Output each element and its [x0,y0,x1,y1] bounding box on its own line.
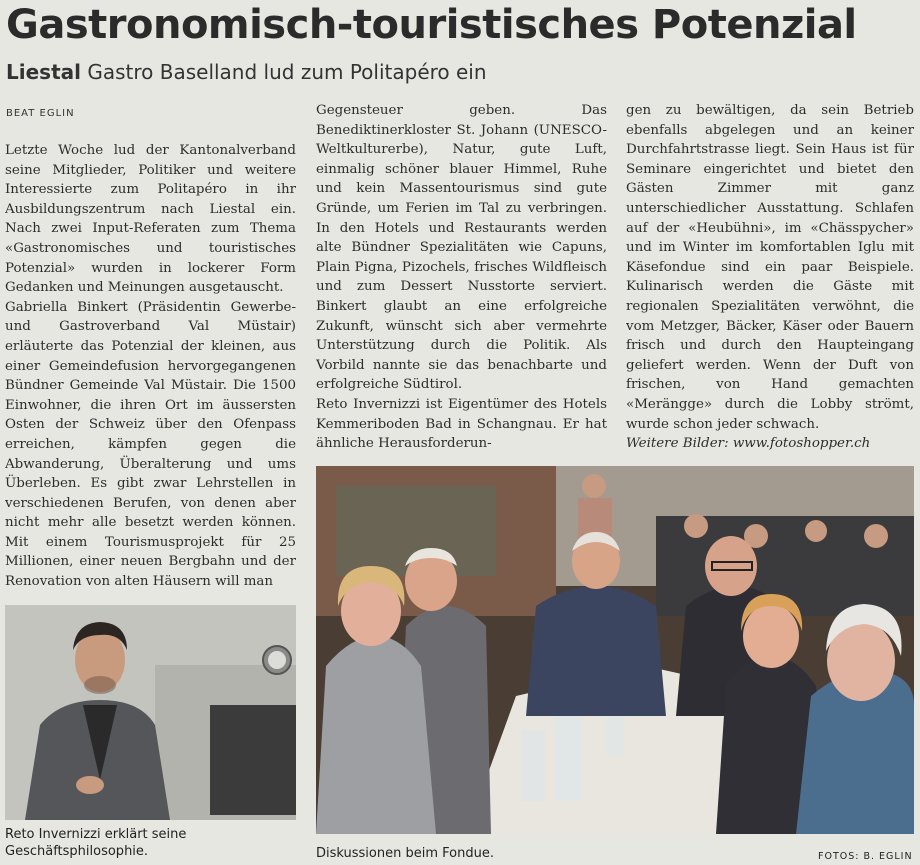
subheadline [6,60,906,84]
fondue-photo-illustration [316,466,914,834]
paragraph: gen zu bewältigen, da sein Betrieb ebenfalls abgelegen und an keiner Durchfahrtstrasse liegt. Sein Haus ist für Seminare eingerichtet und bietet den Gästen Zimmer mit ganz unterschiedlicher Ausstattung. Schlafen auf der «Heubühni», im «Chässpycher» und im Winter im komfortablen Iglu mit Käsefondue sind ein paar Beispiele. Kulinarisch werden die Gäste mit regionalen Spezialitäten verwöhnt, die vom Metzger, Bäcker, Käser oder Bauern frisch und durch den Haupteingang geliefert werden. Wenn der Duft von frischen, von Hand gemachten «Merängge» durch die Lobby strömt, wurde schon jeder schwach. [626,103,914,432]
kicker: Liestal [6,60,81,84]
article-column-2 [316,101,607,453]
more-photos-link: Weitere Bilder: www.fotoshopper.ch [626,436,871,452]
photo-speaker [5,605,296,820]
byline: BEAT EGLIN [6,108,75,119]
paragraph: Gegensteuer geben. Das Benediktinerkloster St. Johann (UNESCO-Weltkulturerbe), Natur, gute Luft, einmalig schöner blauer Himmel, Ruhe und kein Massentourismus sind gute Gründe, um Ferien im Tal zu verbringen. In den Hotels und Restaurants werden alte Bündner Spezialitäten wie Capuns, Plain Pigna, Pizochels, frisches Wildfleisch und zum Dessert Nusstorte serviert. Binkert glaubt an eine erfolgreiche Zukunft, wünscht sich aber vermehrte Unterstützung durch die Politik. Als Vorbild nannte sie das benachbarte und erfolgreiche Südtirol. [316,103,607,393]
subheadline-text: Gastro Baselland lud zum Politapéro ein [87,60,487,84]
photo-fondue-dinner [316,466,914,834]
photo-caption-1: Reto Invernizzi erklärt seine Geschäftsphilosophie. [5,827,187,859]
photo-caption-2: Diskussionen beim Fondue. [316,846,494,861]
paragraph: Letzte Woche lud der Kantonalverband seine Mitglieder, Politiker und weitere Interessierte zum Politapéro in ihr Ausbildungszentrum nach Liestal ein. Nach zwei Input-Referaten zum Thema «Gastronomisches und touristisches Potenzial» wurden in lockerer Form Gedanken und Meinungen ausgetauscht. [5,143,296,296]
photo-credit: FOTOS: B. EGLIN [818,851,913,862]
speaker-photo-illustration [5,605,296,820]
paragraph: Gabriella Binkert (Präsidentin Gewerbe- und Gastroverband Val Müstair) erläuterte das Potenzial der kleinen, aus einer Gemeindefusion hervorgegangenen Bündner Gemeinde Val Müstair. Die 1500 Einwohner, die ihren Ort im äussersten Osten der Schweiz über den Ofenpass erreichen, kämpfen gegen die Abwanderung, Überalterung und ums Überleben. Es gibt zwar Lehrstellen in verschiedenen Berufen, von denen aber nicht mehr alle besetzt werden können. Mit einem Tourismusprojekt für 25 Millionen, einer neuen Bergbahn und der Renovation von alten Häusern will man [5,299,296,590]
article-column-1 [5,141,296,593]
paragraph: Reto Invernizzi ist Eigentümer des Hotels Kemmeriboden Bad in Schangnau. Er hat ähnliche Herausforderun- [316,396,607,452]
headline: Gastronomisch-touristisches Potenzial [6,2,857,48]
article-column-3 [626,101,914,453]
